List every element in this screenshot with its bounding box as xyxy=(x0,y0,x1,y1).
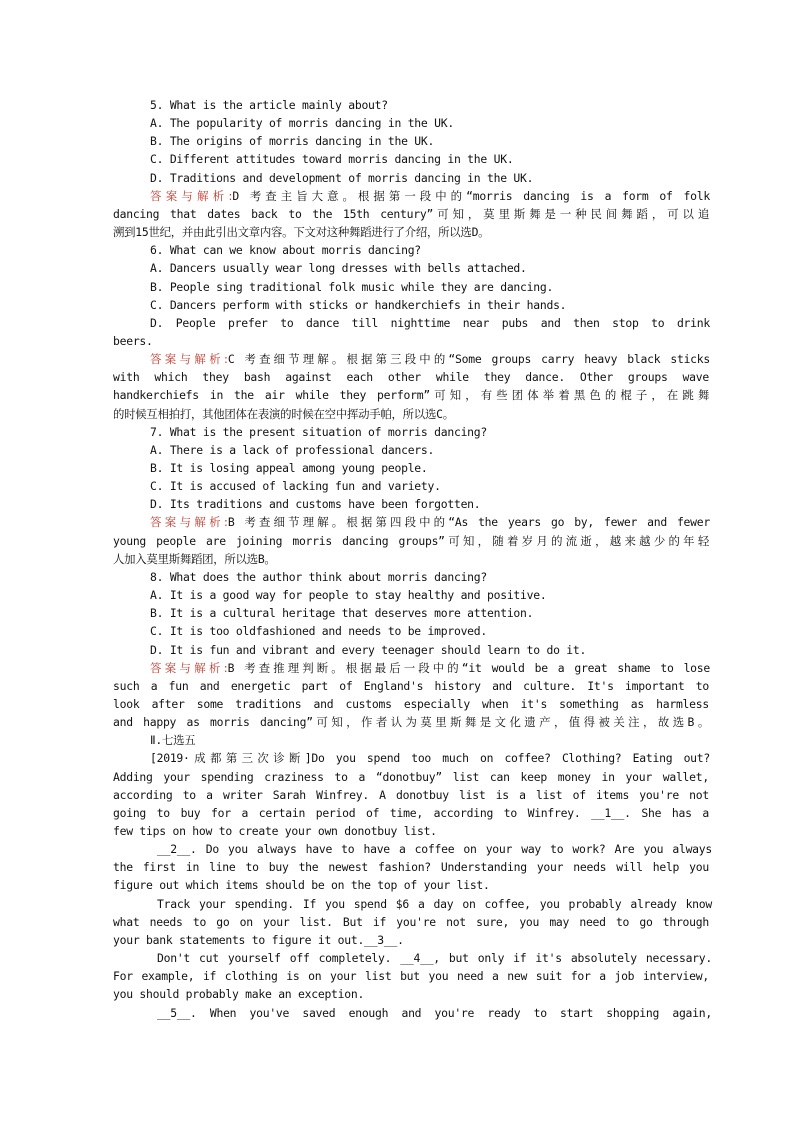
text-line xyxy=(150,586,710,604)
text-line xyxy=(113,205,709,223)
line-text: B. It is losing appeal among young people. xyxy=(150,461,428,475)
line-text: going to buy for a certain period of time, according to Winfrey. __1__. She has a xyxy=(113,805,709,820)
answer-label: 答案与解析: xyxy=(150,188,233,203)
line-text: the first in line to buy the newest fashion? Understanding your needs will help you xyxy=(113,860,709,875)
text-line xyxy=(150,749,710,767)
line-text: few tips on how to create your own donotbuy list. xyxy=(113,824,437,838)
line-text: 7. What is the present situation of morris dancing? xyxy=(150,424,487,439)
line-text: D. It is fun and vibrant and every teenager should learn to do it. xyxy=(150,642,587,657)
text-line xyxy=(113,913,709,931)
line-text: 的时候互相拍打，其他团体在表演的时候在空中挥动手帕，所以选C。 xyxy=(113,406,454,421)
text-line xyxy=(157,840,712,858)
text-line xyxy=(113,405,709,423)
text-line xyxy=(157,1004,712,1022)
text-line xyxy=(157,895,712,913)
text-line xyxy=(113,368,709,386)
text-line xyxy=(150,114,710,132)
text-line xyxy=(113,550,709,568)
line-text: you should probably make an exception. xyxy=(113,987,365,1002)
text-line xyxy=(150,423,710,441)
line-text: A. The popularity of morris dancing in the UK. xyxy=(150,116,454,131)
line-text: C. It is too oldfashioned and needs to be improved. xyxy=(150,624,487,639)
line-text: C. It is accused of lacking fun and variety. xyxy=(150,479,441,494)
text-line xyxy=(113,967,709,985)
text-line xyxy=(113,695,709,713)
line-text: C 考查细节理解。根据第三段中的“Some groups carry heavy black sticks xyxy=(227,352,711,367)
text-line xyxy=(150,513,710,531)
text-line xyxy=(150,731,710,749)
text-line xyxy=(150,350,710,368)
line-text: such a fun and energetic part of England's history and culture. It's important to xyxy=(113,678,709,693)
line-text: 人加入莫里斯舞蹈团，所以选B。 xyxy=(113,551,276,566)
text-line xyxy=(113,858,709,876)
line-text: look after some traditions and customs especially when it's something as harmless xyxy=(113,696,709,711)
text-line xyxy=(113,713,709,731)
text-line xyxy=(150,96,710,114)
line-text: C. Dancers perform with sticks or handkerchiefs in their hands. xyxy=(150,297,567,312)
text-line xyxy=(150,241,710,259)
text-line xyxy=(113,332,709,350)
answer-label: 答案与解析: xyxy=(150,515,228,530)
text-line xyxy=(150,314,710,332)
text-line xyxy=(150,568,710,586)
line-text: and happy as morris dancing”可知，作者认为莫里斯舞是文化遗产，值得被关注，故选B。 xyxy=(113,715,709,730)
line-text: 溯到15世纪，并由此引出文章内容。下文对这种舞蹈进行了介绍，所以选D。 xyxy=(113,225,490,240)
text-line xyxy=(157,949,712,967)
text-line xyxy=(150,604,710,622)
line-text: handkerchiefs in the air while they perform”可知，有些团体举着黑色的棍子，在跳舞 xyxy=(113,388,709,403)
text-line xyxy=(113,985,709,1003)
line-text: B. The origins of morris dancing in the UK. xyxy=(150,134,435,149)
text-line xyxy=(150,296,710,314)
line-text: D 考查主旨大意。根据第一段中的“morris dancing is a form of folk xyxy=(232,188,710,203)
line-text: C. Different attitudes toward morris dancing in the UK. xyxy=(150,152,514,167)
line-text: with which they bash against each other while they dance. Other groups wave xyxy=(113,370,709,385)
line-text: A. Dancers usually wear long dresses with bells attached. xyxy=(150,261,527,276)
line-text: __5__. When you've saved enough and you're ready to start shopping again, xyxy=(157,1005,712,1020)
line-text: what needs to go on your list. But if you're not sure, you may need to go through xyxy=(113,914,709,929)
text-line xyxy=(113,532,709,550)
line-text: figure out which items should be on the top of your list. xyxy=(113,878,490,893)
line-text: __2__. Do you always have to have a coffee on your way to work? Are you always xyxy=(157,842,712,857)
text-line xyxy=(150,278,710,296)
text-line xyxy=(150,641,710,659)
text-line xyxy=(113,931,709,949)
line-text: D. Traditions and development of morris dancing in the UK. xyxy=(150,170,534,185)
text-line xyxy=(150,441,710,459)
text-line xyxy=(150,459,710,477)
text-line xyxy=(113,804,709,822)
text-line xyxy=(113,677,709,695)
line-text: [2019·成都第三次诊断]Do you spend too much on coffee? Clothing? Eating out? xyxy=(150,751,710,766)
text-line xyxy=(150,132,710,150)
text-line xyxy=(150,495,710,513)
line-text: B. It is a cultural heritage that deserves more attention. xyxy=(150,606,534,621)
text-line xyxy=(150,259,710,277)
line-text: 6. What can we know about morris dancing? xyxy=(150,243,421,258)
line-text: beers. xyxy=(113,333,153,348)
line-text: Adding your spending craziness to a “donotbuy” list can keep money in your wallet, xyxy=(113,769,709,784)
answer-label: 答案与解析: xyxy=(150,352,228,367)
line-text: B 考查推理判断。根据最后一段中的“it would be a great shame to lose xyxy=(227,660,710,675)
line-text: dancing that dates back to the 15th century”可知，莫里斯舞是一种民间舞蹈，可以追 xyxy=(113,206,709,221)
text-line xyxy=(113,786,709,804)
text-line xyxy=(150,477,710,495)
line-text: according to a writer Sarah Winfrey. A donotbuy list is a list of items you're not xyxy=(113,787,709,802)
line-text: young people are joining morris dancing groups”可知，随着岁月的流逝，越来越少的年轻 xyxy=(113,533,709,548)
line-text: Don't cut yourself off completely. __4__, but only if it's absolutely necessary. xyxy=(157,951,712,966)
line-text: D. People prefer to dance till nighttime near pubs and then stop to drink xyxy=(150,315,710,330)
line-text: your bank statements to figure it out.__3__. xyxy=(113,932,404,947)
line-text: A. There is a lack of professional dancers. xyxy=(150,442,435,457)
line-text: B 考查细节理解。根据第四段中的“As the years go by, fewer and fewer xyxy=(227,515,710,530)
answer-label: 答案与解析: xyxy=(150,660,228,675)
text-line xyxy=(150,187,710,205)
text-line xyxy=(113,223,709,241)
line-text: Ⅱ.七选五 xyxy=(150,733,196,748)
text-line xyxy=(150,169,710,187)
line-text: D. Its traditions and customs have been forgotten. xyxy=(150,497,481,512)
text-line xyxy=(113,822,709,840)
line-text: 5. What is the article mainly about? xyxy=(150,98,388,112)
text-line xyxy=(113,768,709,786)
line-text: A. It is a good way for people to stay healthy and positive. xyxy=(150,588,547,603)
text-line xyxy=(113,876,709,894)
text-line xyxy=(150,622,710,640)
text-line xyxy=(150,150,710,168)
line-text: For example, if clothing is on your list but you need a new suit for a job interview, xyxy=(113,969,709,984)
line-text: B. People sing traditional folk music while they are dancing. xyxy=(150,279,554,294)
line-text: 8. What does the author think about morris dancing? xyxy=(150,569,487,584)
text-line xyxy=(150,659,710,677)
line-text: Track your spending. If you spend $6 a day on coffee, you probably already know xyxy=(157,896,712,911)
text-line xyxy=(113,386,709,404)
